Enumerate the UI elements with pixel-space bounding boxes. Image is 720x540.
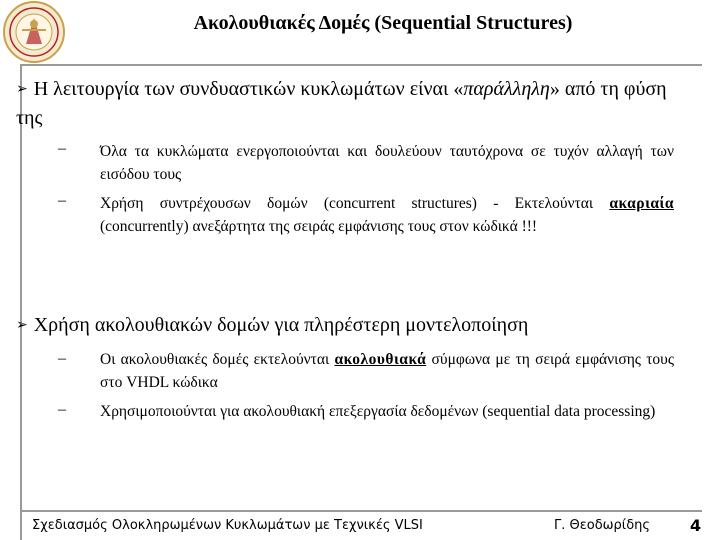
top-divider [20, 64, 702, 66]
sub-bullet-sequential-processing: Χρησιμοποιούνται για ακολουθιακή επεξεργασία δεδομένων (sequential data processing) [100, 403, 656, 420]
slide-title: Ακολουθιακές Δομές (Sequential Structures) [193, 12, 573, 34]
sub-bullet-sequential-execution [100, 348, 674, 394]
bullet1-text-a: Η λειτουργία των συνδυαστικών κυκλωμάτων είναι « [33, 78, 464, 100]
left-divider [20, 66, 22, 540]
bullet-sequential [16, 312, 680, 341]
sub2-text-b: (concurrently) ανεξάρτητα της σειράς εμφάνισης τους στον κώδικά !!! [100, 218, 538, 235]
dash-bullet-icon: – [58, 401, 66, 418]
bullet-parallel [16, 76, 680, 132]
dash-bullet-icon: – [58, 192, 66, 209]
bottom-divider [20, 510, 702, 512]
sub-bullet-concurrent-activation: Όλα τα κυκλώματα ενεργοποιούνται και δουλεύουν ταυτόχρονα σε τυχόν αλλαγή των εισόδου τους [100, 143, 674, 183]
dash-bullet-icon: – [58, 140, 66, 157]
sub-bullet-concurrent-structures [100, 192, 674, 238]
arrow-bullet-icon: ➢ [16, 318, 28, 333]
sub3-underlined: ακολουθιακά [334, 351, 427, 368]
bullet1-text-b: » από τη φύση της [16, 78, 667, 129]
sub3-text-b: σύμφωνα με τη σειρά εμφάνισης τους στο VHDL κώδικα [100, 351, 674, 391]
footer-course: Σχεδιασμός Ολοκληρωμένων Κυκλωμάτων με Τεχνικές VLSI [32, 518, 423, 533]
university-seal-icon [0, 0, 68, 64]
sub2-underlined: ακαριαία [609, 195, 674, 212]
footer-author: Γ. Θεοδωρίδης [554, 518, 651, 533]
bullet1-text-em: παράλληλη [463, 78, 550, 100]
dash-bullet-icon: – [58, 350, 66, 367]
bullet2-text: Χρήση ακολουθιακών δομών για πληρέστερη μοντελοποίηση [33, 314, 529, 336]
page-number: 4 [690, 516, 702, 535]
sub3-text-a: Οι ακολουθιακές δομές εκτελούνται [100, 351, 335, 368]
sub2-text-a: Χρήση συντρέχουσων δομών (concurrent structures) - Εκτελούνται [100, 195, 610, 212]
arrow-bullet-icon: ➢ [16, 82, 28, 97]
